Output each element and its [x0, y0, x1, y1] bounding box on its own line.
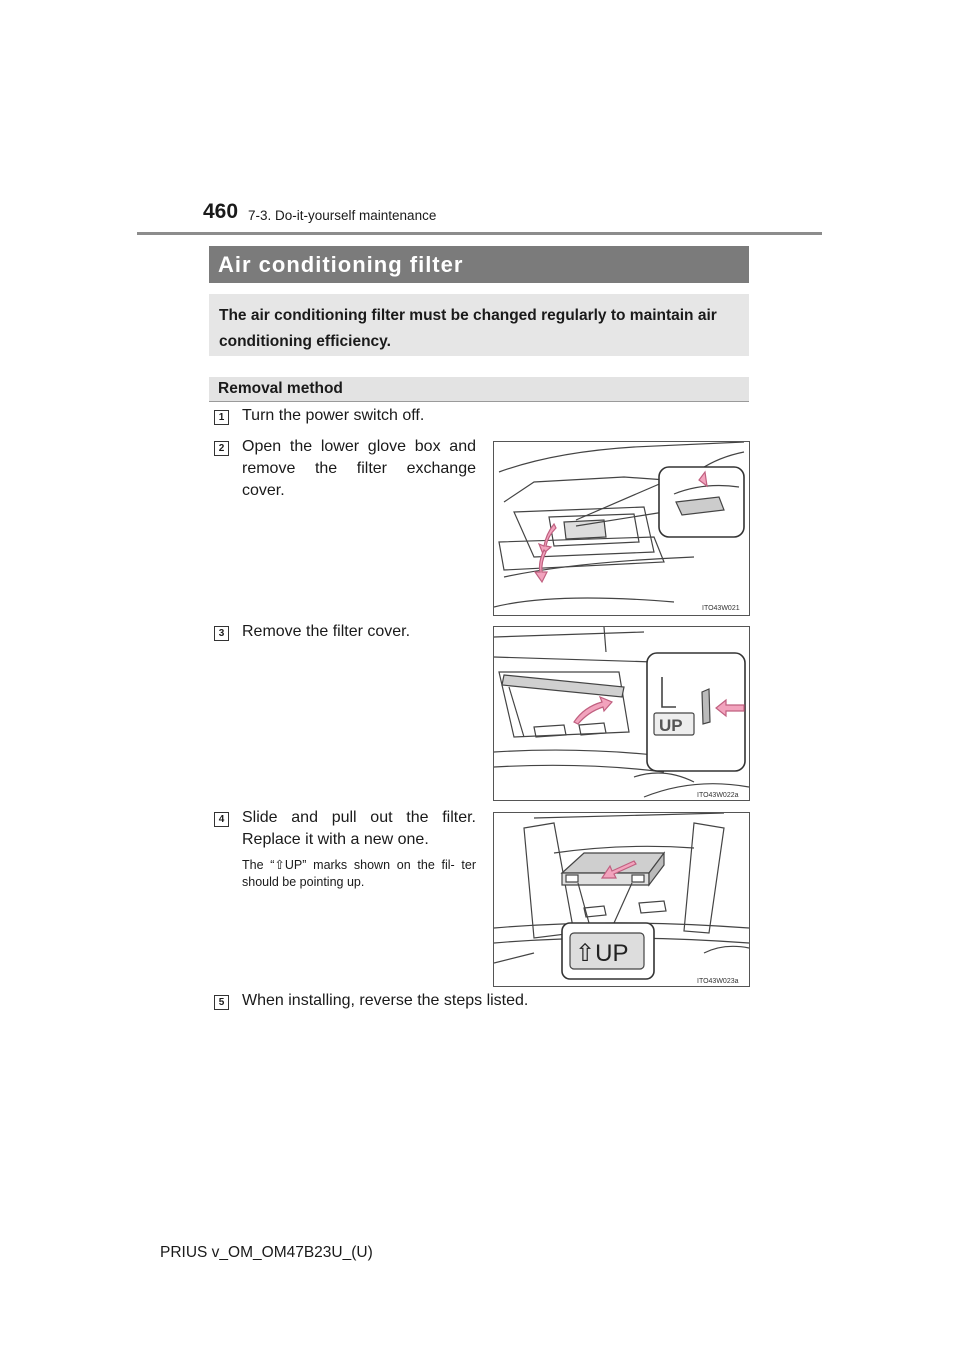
page-title: Air conditioning filter: [218, 252, 464, 277]
step-text: Slide and pull out the filter. Replace it with a new one.: [242, 809, 476, 848]
subheading: Removal method: [218, 380, 343, 397]
figure-code: ITO43W022a: [697, 792, 739, 799]
figure-label: UP: [659, 716, 683, 735]
step-number: 4: [214, 812, 229, 827]
title-bar: [209, 246, 749, 283]
step-number: 3: [214, 626, 229, 641]
glove-box-illustration: [493, 441, 750, 616]
step-note: The “⇧UP” marks shown on the fil- ter should be pointing up.: [242, 858, 476, 889]
header-rule: [137, 232, 822, 235]
step-text: Remove the filter cover.: [242, 623, 411, 640]
page-number: 460: [203, 200, 239, 223]
subheading-bar: [209, 377, 749, 402]
step-text: When installing, reverse the steps listed.: [242, 992, 529, 1009]
intro-text: The air conditioning filter must be changed regularly to maintain air conditioning efficiency.: [219, 307, 717, 350]
step-number: 2: [214, 441, 229, 456]
figure-code: ITO43W023a: [697, 978, 739, 985]
step-text: Open the lower glove box and remove the filter exchange cover.: [242, 438, 476, 499]
step-number: 1: [214, 410, 229, 425]
filter-cover-illustration: [493, 626, 750, 801]
intro-box: [209, 294, 749, 356]
figure-code: ITO43W021: [702, 605, 740, 612]
step-text: Turn the power switch off.: [242, 407, 425, 424]
figure-label: ⇧UP: [575, 940, 629, 967]
filter-removal-illustration: [493, 812, 750, 987]
section-title: 7-3. Do-it-yourself maintenance: [248, 208, 437, 223]
footer-code: PRIUS v_OM_OM47B23U_(U): [160, 1244, 373, 1261]
step-number: 5: [214, 995, 229, 1010]
